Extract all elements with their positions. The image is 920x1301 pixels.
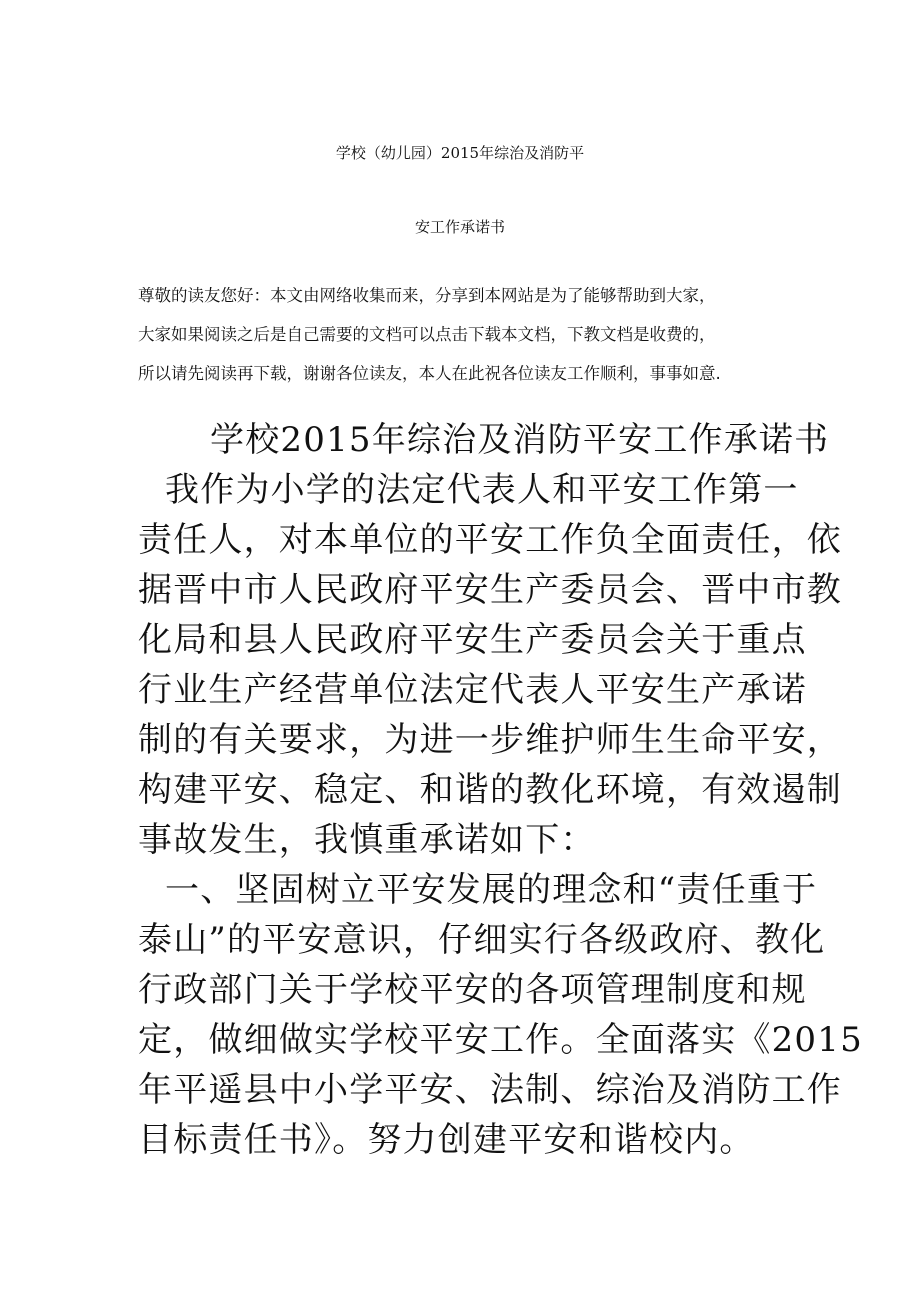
body-line: 一、坚固树立平安发展的理念和“责任重于	[165, 870, 818, 910]
body-line: 化局和县人民政府平安生产委员会关于重点	[138, 620, 807, 660]
body-heading: 学校2015年综治及消防平安工作承诺书	[210, 420, 830, 460]
body-line: 构建平安、稳定、和谐的教化环境，有效遏制	[138, 770, 842, 810]
body-line: 我作为小学的法定代表人和平安工作第一	[165, 470, 799, 510]
body-line: 责任人，对本单位的平安工作负全面责任，依	[138, 520, 842, 560]
body-line: 泰山”的平安意识，仔细实行各级政府、教化	[138, 920, 826, 960]
body-line: 目标责任书》。努力创建平安和谐校内。	[138, 1120, 755, 1160]
notice-line-3: 所以请先阅读再下载，谢谢各位读友，本人在此祝各位读友工作顺利，事事如意.	[138, 364, 721, 383]
notice-line-1: 尊敬的读友您好：本文由网络收集而来，分享到本网站是为了能够帮助到大家，	[138, 286, 716, 305]
document-title-line-1: 学校（幼儿园）2015年综治及消防平	[335, 144, 585, 162]
body-line: 年平遥县中小学平安、法制、综治及消防工作	[138, 1070, 842, 1110]
body-line: 行政部门关于学校平安的各项管理制度和规	[138, 970, 807, 1010]
body-line: 行业生产经营单位法定代表人平安生产承诺	[138, 670, 807, 710]
body-line: 制的有关要求，为进一步维护师生生命平安，	[138, 720, 842, 760]
body-line: 事故发生，我慎重承诺如下：	[138, 820, 596, 860]
body-line: 据晋中市人民政府平安生产委员会、晋中市教	[138, 570, 842, 610]
body-line: 定，做细做实学校平安工作。全面落实《2015	[138, 1020, 863, 1060]
document-title-line-2: 安工作承诺书	[414, 218, 505, 236]
notice-line-2: 大家如果阅读之后是自己需要的文档可以点击下载本文档，下教文档是收费的，	[138, 325, 716, 344]
